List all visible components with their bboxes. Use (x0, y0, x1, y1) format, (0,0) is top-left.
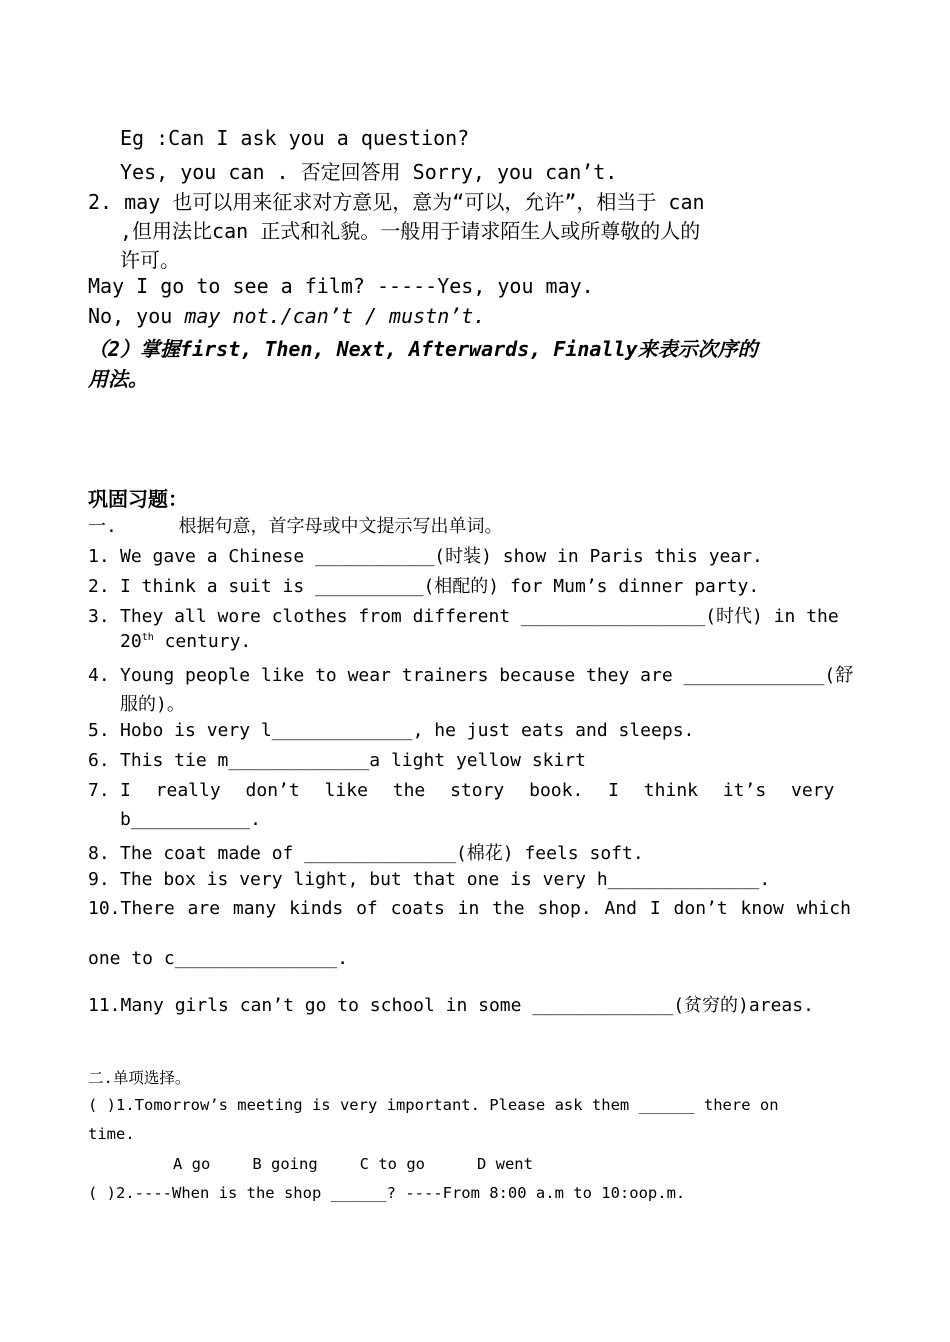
answer-blank: _____________ (683, 665, 825, 686)
eg-line: Eg :Can I ask you a question? (120, 126, 470, 150)
item-number: 3. (88, 606, 110, 627)
exercise-item-5 (88, 720, 694, 741)
item-number: 1. (88, 546, 110, 567)
item-text-after: (贫穷的)areas. (673, 995, 814, 1016)
item-text: They all wore clothes from different (120, 606, 521, 627)
item-text: Young people like to wear trainers because they are (120, 665, 684, 686)
answer-blank: _________________ (520, 606, 706, 627)
question-1-line2: time. (88, 1125, 135, 1143)
exercise-item-9 (88, 869, 770, 890)
point2-line2: 用法。 (88, 367, 148, 391)
no-answer-italic: may not./can’t / mustn’t. (184, 304, 486, 328)
no-answer-line (88, 304, 485, 328)
item-text: Many girls can’t go to school in some (120, 995, 533, 1016)
item-text-after: (相配的) for Mum’s dinner party. (423, 576, 760, 597)
answer-blank: __________ (315, 576, 424, 597)
question-1-line1: ( )1.Tomorrow’s meeting is very important. Please ask them ______ there on (88, 1096, 779, 1114)
answer-blank: _____________ (271, 720, 413, 741)
may-example: May I go to see a film? -----Yes, you may. (88, 274, 594, 298)
item-text-after: . (337, 948, 349, 969)
may-point-line3: 许可。 (120, 248, 180, 272)
point2-line1: （2）掌握first, Then, Next, Afterwards, Finally来表示次序的 (88, 337, 758, 361)
item-number: 6. (88, 750, 110, 771)
item-text-after: (时装) show in Paris this year. (434, 546, 763, 567)
exercise-item-3 (88, 602, 839, 628)
answer-blank: ______________ (607, 869, 760, 890)
item-number: 11. (88, 995, 121, 1016)
item-text-after: (时代) in the (705, 606, 839, 627)
exercise-item-1 (88, 542, 763, 568)
exercise-item-4-cont: 服的)。 (120, 694, 185, 715)
section2-heading: 二.单项选择。 (88, 1069, 191, 1087)
exercise-item-2 (88, 572, 759, 598)
item-text-after: (棉花) feels soft. (455, 843, 644, 864)
item-text: 20 (120, 631, 142, 652)
item-text-after: , he just eats and sleeps. (412, 720, 695, 741)
item-text: The coat made of (120, 843, 305, 864)
may-point-line2: ,但用法比can 正式和礼貌。一般用于请求陌生人或所尊敬的人的 (120, 219, 701, 243)
item-text: There are many kinds of coats in the shop. And I don’t know which (120, 898, 851, 919)
may-point-text1: may 也可以用来征求对方意见，意为“可以，允许”，相当于 can (124, 190, 705, 214)
answer-blank: ___________ (315, 546, 435, 567)
exercise-item-10 (88, 898, 851, 919)
item-number: 7. (88, 780, 110, 801)
option-a: A go (173, 1155, 211, 1173)
answer-blank: _______________ (174, 948, 338, 969)
item-number: 2. (88, 576, 110, 597)
item-number: 8. (88, 843, 110, 864)
may-point-line1 (88, 186, 705, 215)
exercise-item-3-cont (120, 631, 251, 652)
item-text: I think a suit is (120, 576, 316, 597)
exercise-item-6 (88, 750, 586, 771)
exercises-title: 巩固习题： (88, 487, 188, 511)
item-text: This tie m (120, 750, 229, 771)
item-number: 10. (88, 898, 121, 919)
exercise-item-4 (88, 661, 853, 687)
question-1-options (173, 1155, 533, 1173)
answer-blank: ___________ (130, 809, 251, 830)
may-point-number: 2. (88, 190, 113, 214)
answer-blank: _____________ (228, 750, 370, 771)
exercise-item-11 (88, 991, 814, 1017)
no-answer-prefix: No, you (88, 304, 173, 328)
item-text-after: (舒 (824, 665, 854, 686)
item-text-after: a light yellow skirt (369, 750, 587, 771)
item-text: I really don’t like the story book. I think it’s very (120, 780, 835, 801)
exercise-item-7 (88, 780, 834, 801)
section1-heading-number: 一. (88, 516, 117, 537)
item-text: The box is very light, but that one is very h (120, 869, 608, 890)
yes-line: Yes, you can . 否定回答用 Sorry, you can’t. (120, 160, 618, 184)
section1-heading-text: 根据句意，首字母或中文提示写出单词。 (178, 516, 503, 537)
exercise-item-8 (88, 839, 644, 865)
answer-blank: _____________ (532, 995, 674, 1016)
item-text: b (120, 809, 131, 830)
answer-blank: ______________ (304, 843, 456, 864)
option-b: B going (252, 1155, 318, 1173)
section1-heading (88, 512, 503, 538)
option-d: D went (476, 1155, 533, 1173)
item-number: 5. (88, 720, 110, 741)
item-number: 4. (88, 665, 110, 686)
item-text: one to c (88, 948, 175, 969)
item-text-after: . (250, 809, 261, 830)
item-text-after: century. (153, 631, 252, 652)
item-text-after: . (759, 869, 771, 890)
exercise-item-7-cont (120, 809, 261, 830)
item-text: We gave a Chinese (120, 546, 316, 567)
item-number: 9. (88, 869, 110, 890)
question-2-line1: ( )2.----When is the shop ______? ----From 8:00 a.m to 10:oop.m. (88, 1184, 686, 1202)
option-c: C to go (359, 1155, 425, 1173)
item-text: Hobo is very l (120, 720, 272, 741)
superscript: th (141, 632, 154, 643)
exercise-item-10-cont (88, 948, 348, 969)
